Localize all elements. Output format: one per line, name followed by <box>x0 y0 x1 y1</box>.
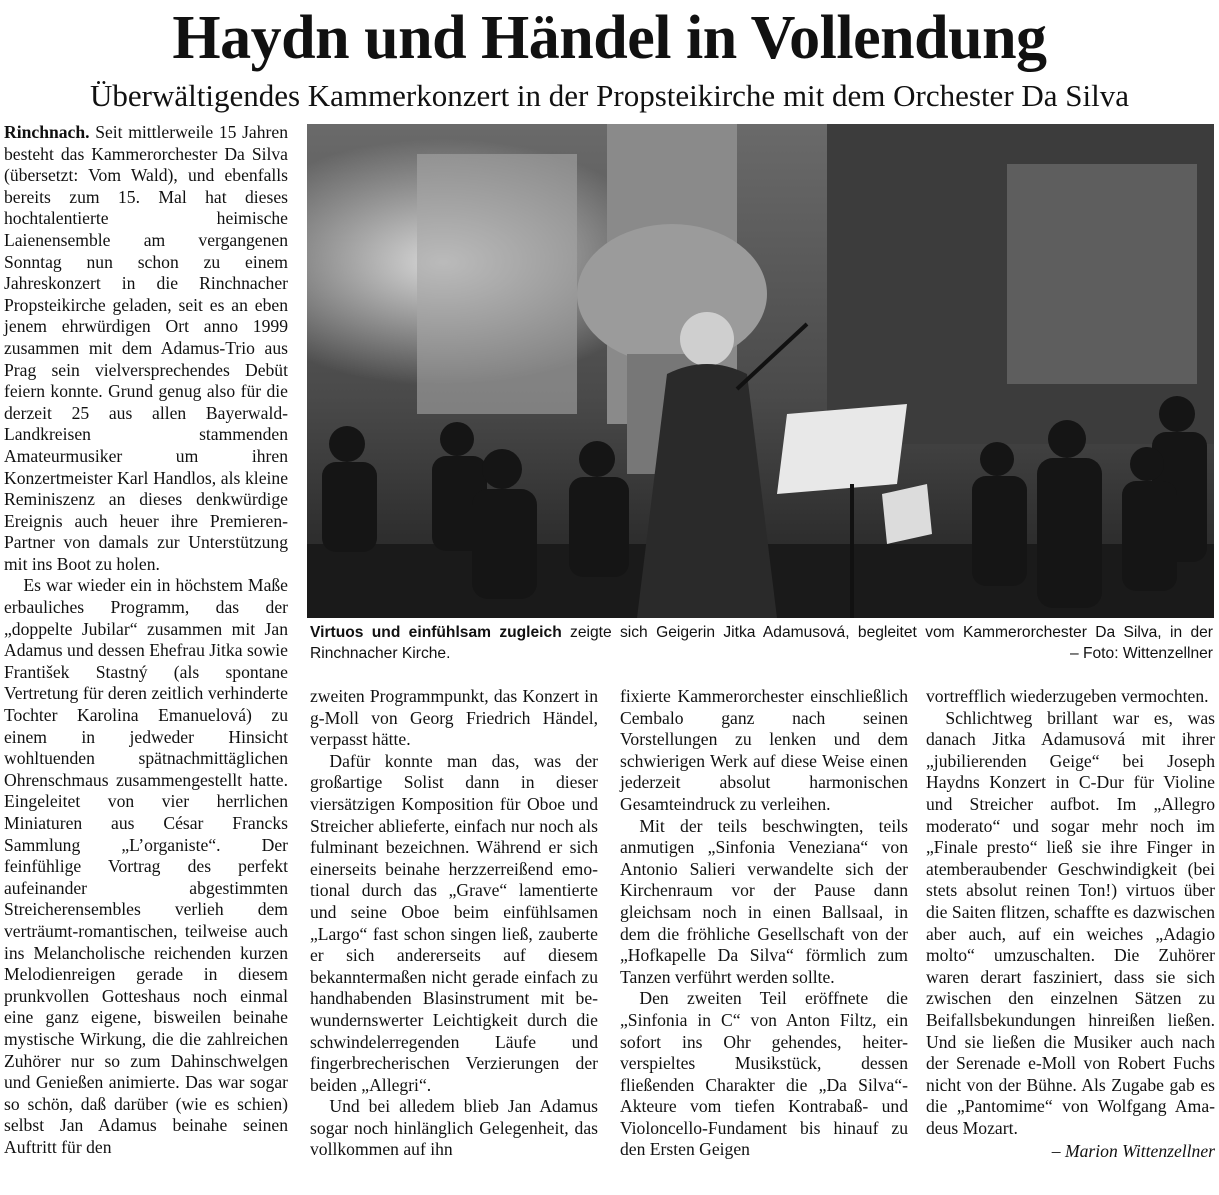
paragraph: Mit der teils beschwingten, teils anmutigen „Sinfonia Veneziana“ von Antonio Salieri verwandelte sich der Kirchenraum vor der Pause dann gleichsam noch in einen Ballsaal, in dem die fröhliche Gesellschaft von der „Hofkapelle Da Silva“ förmlich zum Tanzen verführt werden sollte. <box>620 815 908 987</box>
paragraph: vortrefflich wiederzugeben vermochten. <box>926 686 1209 706</box>
paragraph: fixierte Kammerorchester einschließlich Cembalo ganz nach seinen Vorstellungen zu lenken und dem schwierigen Werk auf diese Weise einen jederzeit absolut harmonischen Gesamteindruck zu verleihen. <box>620 686 908 814</box>
concert-photo <box>307 124 1214 618</box>
article-column-1 <box>4 122 288 1159</box>
article-column-4 <box>926 686 1215 1163</box>
article-column-3 <box>620 686 908 1161</box>
dateline: Rinchnach. <box>4 122 90 142</box>
photo-credit: – Foto: Wittenzellner <box>1069 645 1213 662</box>
author-byline: – Marion Wittenzellner <box>1051 1141 1215 1162</box>
caption-text: zeigte sich Geigerin Jitka Adamusová, begleitet vom Kammerorchester Da Silva, in der Rinchnacher Kirche. <box>310 624 1213 662</box>
paragraph: Schlichtweg brillant war es, was danach Jitka Adamusová mit ihrer „jubilierenden Geige“ bei Joseph Haydns Konzert in C-Dur für Violine und Streicher aufbot. Im „Allegro moderato“ und sogar mehr noch im „Finale presto“ ließ sie ihre Finger in atemberaubender Geschwindigkeit (bei stets absolut reinen Ton!) virtuos über die Saiten flitzen, schaffte es dazwischen aber auch, auf ein weiches „Adagio molto“ umzuschalten. Die Zuhörer waren derart fasziniert, dass sie sich zwischen den einzelnen Sätzen zu Beifallsbekundungen hinreißen ließen. Und sie ließen die Musiker auch nach der Serenade e-Moll von Robert Fuchs nicht von der Bühne. Als Zugabe gab es die „Pantomime“ von Wolfgang Amadeus Mozart. <box>926 707 1215 1138</box>
paragraph <box>4 122 288 575</box>
article-column-2 <box>310 686 598 1161</box>
paragraph: Und bei alledem blieb Jan Adamus sogar noch hinlänglich Gelegenheit, das vollkommen auf ihn <box>310 1096 598 1160</box>
caption-lead: Virtuos und einfühlsam zugleich <box>310 624 562 641</box>
paragraph: zweiten Programmpunkt, das Konzert in g-Moll von Georg Friedrich Händel, verpasst hätte. <box>310 686 598 750</box>
paragraph-text: Seit mittlerweile 15 Jahren besteht das Kammerorchester Da Silva (übersetzt: Vom Wald), und ebenfalls bereits zum 15. Mal hat dieses hochtalentierte heimische Laienensemble am vergangenen Sonntag nun schon zu einem Jahreskonzert in die Rinchnacher Propsteikirche geladen, seit es an eben jenem ehrwürdigen Ort anno 1999 zusammen mit dem Adamus-Trio aus Prag sein vielversprechendes Debüt feiern konnte. Grund genug also für die derzeit 25 aus allen Bayerwald-Landkreisen stammenden Amateurmusiker um ihren Konzertmeister Karl Handlos, als kleine Reminiszenz an dieses denkwürdige Ereignis auch heuer ihre Premieren-Partner von damals zur Unterstützung mit ins Boot zu holen. <box>4 122 288 574</box>
paragraph: Es war wieder ein in höchstem Maße erbauliches Programm, das der „doppelte Jubilar“ zusammen mit Jan Adamus und dessen Ehefrau Jitka sowie František Stastný (als spontane Vertretung für deren zeitlich verhinderte Tochter Karolina Emanuelová) zu einem in jedweder Hinsicht wohltuenden spätnachmittäglichen Ohrenschmaus zusammengestellt hatte. Eingeleitet von vier herrlichen Miniaturen aus César Francks Sammlung „L’organiste“. Der feinfühlige Vortrag des perfekt aufeinander abgestimmten Streicherensembles verlieh dem verträumt-romantischen, teilweise auch ins Melancholische reichenden kurzen Melodienreigen gerade in diesem prunkvollen Gotteshaus noch einmal eine ganz eigene, bisweilen beinahe mystische Wirkung, die die zahlreichen Zuhörer nur so zum Dahinschwelgen und Genießen animierte. Das war sogar so schön, daß darüber (wie es schien) selbst Jan Adamus beinahe seinen Auftritt für den <box>4 575 288 1157</box>
paragraph: Dafür konnte man das, was der großartige Solist dann in dieser viersätzigen Komposition für Oboe und Streicher ablieferte, einfach nur noch als fulminant bezeichnen. Während er sich einerseits beinahe herzzerreißend emotional durch das „Grave“ lamentierte und seine Oboe beim einfühlsamen „Largo“ fast schon singen ließ, zauberte er sich andererseits auf diesem bekanntermaßen nicht gerade einfach zu handhabenden Blasinstrument mit bewundernswerter Leichtigkeit durch die schwindelerregenden Läufe und fingerbrecherischen Verzierungen der beiden „Allegri“. <box>310 750 598 1095</box>
subheadline: Überwältigendes Kammerkonzert in der Propsteikirche mit dem Orchester Da Silva <box>89 78 1130 113</box>
headline: Haydn und Händel in Vollendung <box>172 4 1047 72</box>
concert-photo-illustration <box>307 124 1214 618</box>
paragraph: Den zweiten Teil eröffnete die „Sinfonia in C“ von Anton Filtz, ein sofort ins Ohr gehendes, heiter-verspieltes Musikstück, dessen fließenden Charakter die „Da Silva“-Akteure vom tiefen Kontrabaß- und Violoncello-Fundament bis hinauf zu den Ersten Geigen <box>620 988 908 1160</box>
photo-caption <box>310 622 1213 664</box>
